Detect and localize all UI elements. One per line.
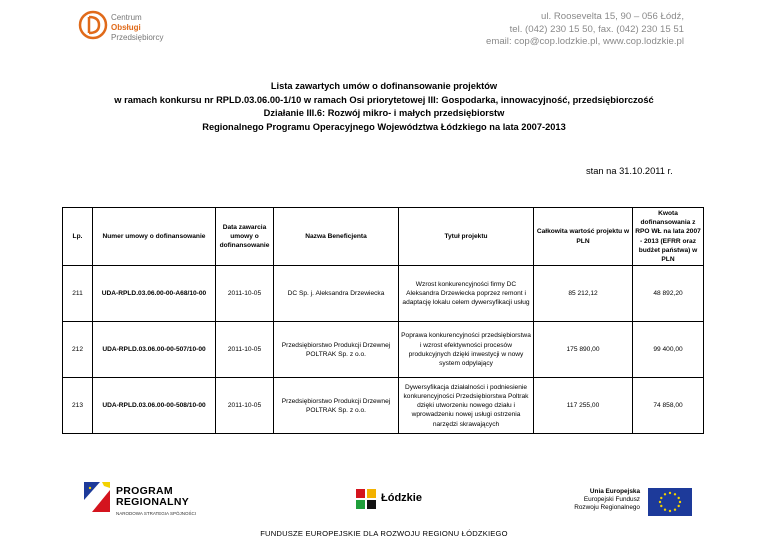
cell-date: 2011-10-05 bbox=[216, 322, 274, 378]
program-line2: REGIONALNY bbox=[116, 496, 190, 508]
cell-lp: 212 bbox=[63, 322, 93, 378]
cop-logo-line2: Obsługi bbox=[111, 23, 141, 32]
lodzkie-logo bbox=[355, 488, 435, 512]
title-line3: Działanie III.6: Rozwój mikro- i małych przedsiębiorstw bbox=[263, 108, 505, 118]
lodzkie-mark-icon bbox=[355, 488, 377, 510]
contact-block bbox=[486, 11, 684, 49]
cell-beneficiary: Przedsiębiorstwo Produkcji Drzewnej POLTRAK Sp. z o.o. bbox=[274, 322, 399, 378]
contact-phone: tel. (042) 230 15 50, fax. (042) 230 15 51 bbox=[509, 23, 684, 35]
contact-email[interactable]: email: cop@cop.lodzkie.pl, www.cop.lodzkie.pl bbox=[486, 36, 684, 47]
cell-total: 85 212,12 bbox=[534, 266, 633, 322]
cop-logo-icon bbox=[78, 10, 108, 40]
document-title bbox=[0, 80, 768, 134]
title-line2: w ramach konkursu nr RPLD.03.06.00-1/10 w ramach Osi priorytetowej III: Gospodarka, innowacyjność, przedsiębiorczość bbox=[114, 94, 654, 105]
program-regionalny-flag-icon bbox=[82, 480, 112, 514]
header-funding: Kwota dofinansowania z RPO WŁ na lata 2007 - 2013 (EFRR oraz budżet państwa) w PLN bbox=[633, 208, 704, 266]
header-number: Numer umowy o dofinansowanie bbox=[93, 208, 216, 266]
title-line4: Regionalnego Programu Operacyjnego Województwa Łódzkiego na lata 2007-2013 bbox=[202, 121, 566, 132]
cell-funding: 74 858,00 bbox=[633, 378, 704, 434]
header-beneficiary: Nazwa Beneficjenta bbox=[274, 208, 399, 266]
ue-line2: Europejski Fundusz bbox=[583, 496, 640, 503]
header-lp: Lp. bbox=[63, 208, 93, 266]
cell-date: 2011-10-05 bbox=[216, 266, 274, 322]
cell-total: 117 255,00 bbox=[534, 378, 633, 434]
table-row bbox=[63, 266, 704, 322]
program-regionalny-logo bbox=[82, 478, 212, 518]
cell-project: Dywersyfikacja działalności i podniesienie konkurencyjności Przedsiębiorstwa Poltrak dzięki utworzeniu nowego działu i wprowadzeniu nowej usługi ostrzenia narzędzi skrawających bbox=[399, 378, 534, 434]
program-sub: NARODOWA STRATEGIA SPÓJNOŚCI bbox=[116, 511, 197, 516]
ue-line3: Rozwoju Regionalnego bbox=[574, 504, 640, 511]
cell-beneficiary: DC Sp. j. Aleksandra Drzewiecka bbox=[274, 266, 399, 322]
eu-logo bbox=[570, 484, 700, 520]
cell-number: UDA-RPLD.03.06.00-00-A68/10-00 bbox=[93, 266, 216, 322]
cell-project: Wzrost konkurencyjności firmy DC Aleksandra Drzewiecka poprzez remont i adaptację lokalu celem dywersyfikacji usług bbox=[399, 266, 534, 322]
cell-beneficiary: Przedsiębiorstwo Produkcji Drzewnej POLTRAK Sp. z o.o. bbox=[274, 378, 399, 434]
program-line1: PROGRAM bbox=[116, 485, 173, 497]
cell-number: UDA-RPLD.03.06.00-00-508/10-00 bbox=[93, 378, 216, 434]
table-header-row bbox=[63, 208, 704, 266]
header-total: Całkowita wartość projektu w PLN bbox=[534, 208, 633, 266]
cell-funding: 99 400,00 bbox=[633, 322, 704, 378]
cop-logo bbox=[78, 10, 178, 48]
cell-lp: 211 bbox=[63, 266, 93, 322]
eu-flag-icon bbox=[648, 488, 692, 516]
cop-logo-line3: Przedsiębiorcy bbox=[111, 33, 164, 42]
table-row bbox=[63, 322, 704, 378]
footer-note: FUNDUSZE EUROPEJSKIE DLA ROZWOJU REGIONU ŁÓDZKIEGO bbox=[260, 529, 508, 538]
contact-address: ul. Roosevelta 15, 90 – 056 Łódź, bbox=[541, 11, 684, 22]
cop-logo-line1: Centrum bbox=[111, 13, 142, 22]
cell-funding: 48 892,20 bbox=[633, 266, 704, 322]
cell-total: 175 890,00 bbox=[534, 322, 633, 378]
ue-line1: Unia Europejska bbox=[589, 488, 640, 495]
header-date: Data zawarcia umowy o dofinansowanie bbox=[216, 208, 274, 266]
contracts-table bbox=[62, 207, 704, 434]
state-date: stan na 31.10.2011 r. bbox=[586, 166, 673, 176]
title-line1: Lista zawartych umów o dofinansowanie projektów bbox=[270, 81, 498, 91]
lodzkie-text: Łódzkie bbox=[381, 492, 422, 504]
cell-lp: 213 bbox=[63, 378, 93, 434]
cell-number: UDA-RPLD.03.06.00-00-507/10-00 bbox=[93, 322, 216, 378]
cell-project: Poprawa konkurencyjności przedsiębiorstwa i wzrost efektywności procesów produkcyjnych dzięki inwestycji w nowy system odpylający bbox=[399, 322, 534, 378]
cell-date: 2011-10-05 bbox=[216, 378, 274, 434]
table-row bbox=[63, 378, 704, 434]
header-project: Tytuł projektu bbox=[399, 208, 534, 266]
